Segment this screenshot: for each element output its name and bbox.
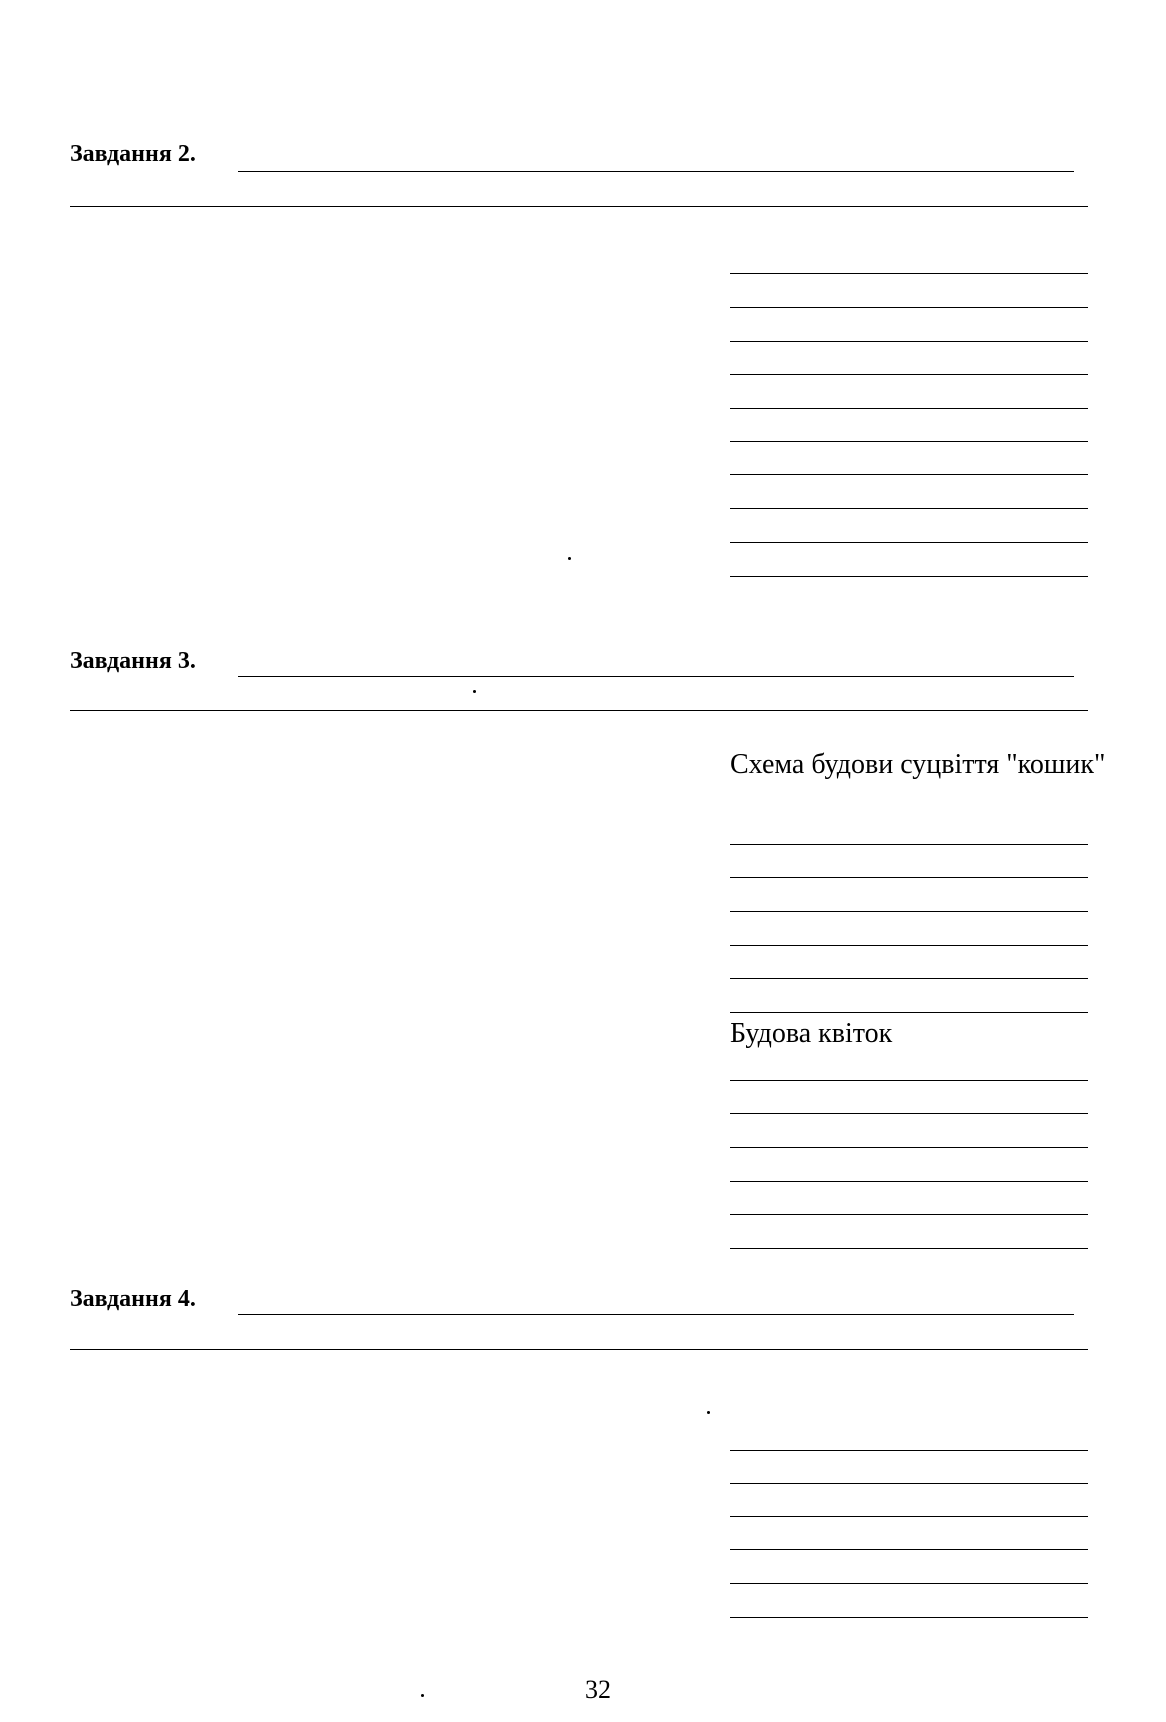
task-2-answer-line[interactable]: [238, 171, 1074, 172]
task-3-answer-line[interactable]: [70, 710, 1088, 711]
task-2-label-line[interactable]: [730, 408, 1088, 409]
task-3-label-line[interactable]: [730, 1248, 1088, 1249]
task-2-label-line[interactable]: [730, 474, 1088, 475]
task-3-label-line[interactable]: [730, 1080, 1088, 1081]
task-2-label-line[interactable]: [730, 508, 1088, 509]
task-3-label-line[interactable]: [730, 978, 1088, 979]
task-2-label-line[interactable]: [730, 341, 1088, 342]
task-4-label-line[interactable]: [730, 1516, 1088, 1517]
scan-speck: [473, 690, 476, 693]
task-2-label-line[interactable]: [730, 576, 1088, 577]
task-2-label-line[interactable]: [730, 307, 1088, 308]
task-3-label-line[interactable]: [730, 1214, 1088, 1215]
task-2-label-line[interactable]: [730, 273, 1088, 274]
scan-speck: [707, 1411, 710, 1414]
task-3-label-line[interactable]: [730, 877, 1088, 878]
task-4-label-line[interactable]: [730, 1483, 1088, 1484]
inflorescence-scheme-label: Схема будови суцвіття "кошик": [730, 749, 1106, 780]
task-2-answer-line[interactable]: [70, 206, 1088, 207]
task-2-label-line[interactable]: [730, 374, 1088, 375]
task-3-label-line[interactable]: [730, 1012, 1088, 1013]
task-3-answer-line[interactable]: [238, 676, 1074, 677]
task-3-label-line[interactable]: [730, 911, 1088, 912]
task-4-answer-line[interactable]: [238, 1314, 1074, 1315]
task-2-label-line[interactable]: [730, 441, 1088, 442]
task-3-label-line[interactable]: [730, 1113, 1088, 1114]
task-4-label-line[interactable]: [730, 1617, 1088, 1618]
task-4-label-line[interactable]: [730, 1549, 1088, 1550]
task-2-label-line[interactable]: [730, 542, 1088, 543]
task-3-heading: Завдання 3.: [70, 648, 196, 674]
task-3-label-line[interactable]: [730, 945, 1088, 946]
flower-structure-label: Будова квіток: [730, 1018, 893, 1049]
task-3-label-line[interactable]: [730, 1147, 1088, 1148]
task-3-label-line[interactable]: [730, 844, 1088, 845]
task-4-label-line[interactable]: [730, 1583, 1088, 1584]
task-4-label-line[interactable]: [730, 1450, 1088, 1451]
task-2-heading: Завдання 2.: [70, 141, 196, 167]
task-3-label-line[interactable]: [730, 1181, 1088, 1182]
scan-speck: [568, 557, 571, 560]
task-4-heading: Завдання 4.: [70, 1286, 196, 1312]
task-4-answer-line[interactable]: [70, 1349, 1088, 1350]
page-number: 32: [585, 1675, 611, 1704]
